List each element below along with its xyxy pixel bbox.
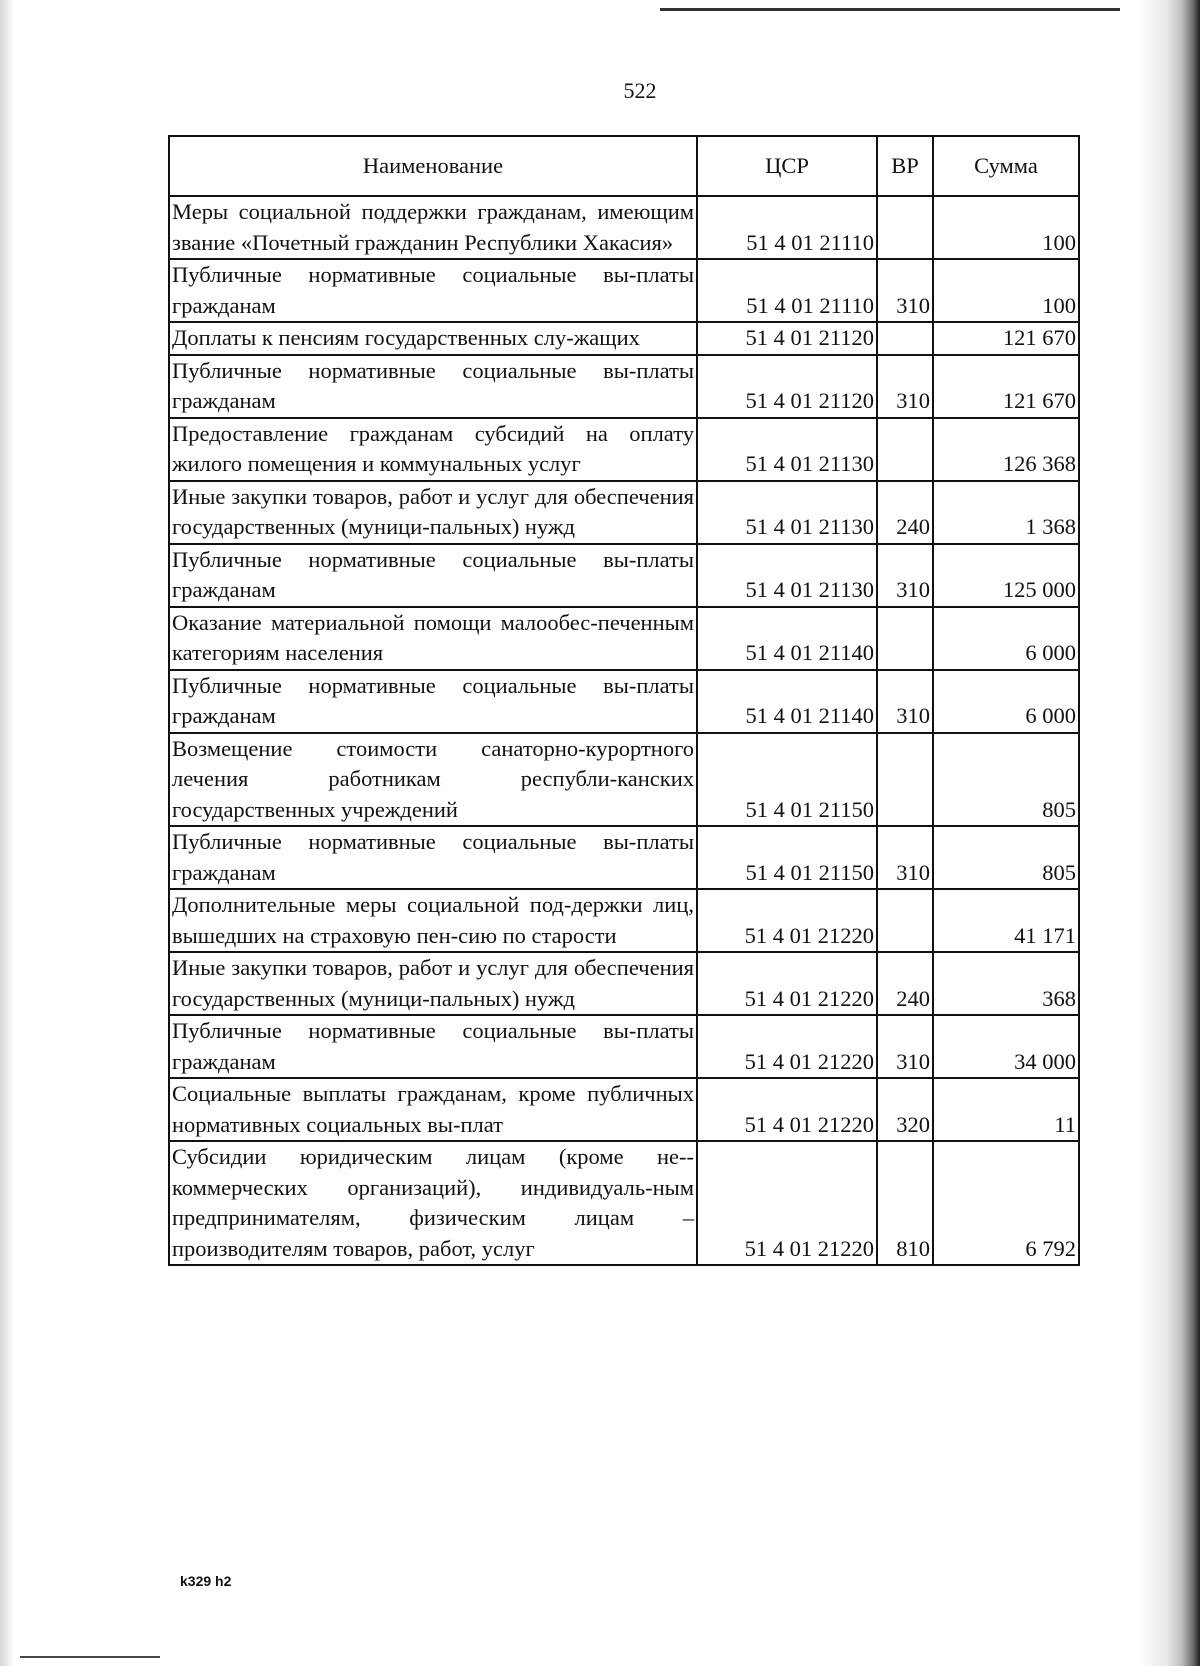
row-csr-cell: 51 4 01 21220 [697,952,877,1015]
header-row [169,136,1079,196]
row-csr-cell: 51 4 01 21220 [697,1078,877,1141]
table-row [169,952,1079,1015]
row-vr-cell: 310 [877,670,933,733]
table-row [169,259,1079,322]
scan-artifact-bottom [20,1656,160,1658]
row-csr-cell: 51 4 01 21130 [697,544,877,607]
row-sum-cell: 100 [933,196,1079,259]
row-vr-cell [877,607,933,670]
row-sum-cell: 6 000 [933,670,1079,733]
row-sum-cell: 805 [933,826,1079,889]
row-csr-cell: 51 4 01 21220 [697,1015,877,1078]
row-csr-cell: 51 4 01 21120 [697,322,877,355]
row-sum-cell: 34 000 [933,1015,1079,1078]
table-body [169,196,1079,1265]
row-sum-cell: 121 670 [933,355,1079,418]
table-row [169,1141,1079,1265]
scan-artifact-top [660,8,1120,11]
row-sum-cell: 41 171 [933,889,1079,952]
row-name-cell: Публичные нормативные социальные вы-платы гражданам [169,826,697,889]
table-row [169,355,1079,418]
table-row [169,826,1079,889]
row-name-cell: Публичные нормативные социальные вы-платы гражданам [169,1015,697,1078]
row-vr-cell [877,322,933,355]
row-name-cell: Социальные выплаты гражданам, кроме публичных нормативных социальных вы-плат [169,1078,697,1141]
row-sum-cell: 805 [933,733,1079,827]
table-row [169,196,1079,259]
table-row [169,889,1079,952]
scan-edge-right [1140,0,1200,1666]
row-csr-cell: 51 4 01 21140 [697,670,877,733]
row-name-cell: Дополнительные меры социальной под-держки лиц, вышедших на страховую пен-сию по старости [169,889,697,952]
row-vr-cell [877,733,933,827]
row-csr-cell: 51 4 01 21220 [697,889,877,952]
row-vr-cell [877,418,933,481]
row-sum-cell: 6 792 [933,1141,1079,1265]
table-row [169,1015,1079,1078]
row-vr-cell: 310 [877,355,933,418]
row-vr-cell: 310 [877,259,933,322]
table-row [169,733,1079,827]
table-row [169,322,1079,355]
row-csr-cell: 51 4 01 21130 [697,481,877,544]
row-vr-cell: 310 [877,544,933,607]
header-vr: ВР [877,136,933,196]
table-row [169,544,1079,607]
row-csr-cell: 51 4 01 21150 [697,826,877,889]
page-number: 522 [623,78,657,103]
table-row [169,481,1079,544]
header-csr: ЦСР [697,136,877,196]
row-name-cell: Возмещение стоимости санаторно-курортного лечения работникам республи-канских государственных учреждений [169,733,697,827]
row-sum-cell: 121 670 [933,322,1079,355]
row-csr-cell: 51 4 01 21120 [697,355,877,418]
row-name-cell: Иные закупки товаров, работ и услуг для обеспечения государственных (муници-пальных) нужд [169,952,697,1015]
row-sum-cell: 368 [933,952,1079,1015]
row-sum-cell: 11 [933,1078,1079,1141]
row-vr-cell: 810 [877,1141,933,1265]
row-name-cell: Публичные нормативные социальные вы-платы гражданам [169,544,697,607]
row-csr-cell: 51 4 01 21110 [697,196,877,259]
row-csr-cell: 51 4 01 21220 [697,1141,877,1265]
row-vr-cell: 240 [877,481,933,544]
row-vr-cell [877,889,933,952]
table-row [169,1078,1079,1141]
row-sum-cell: 100 [933,259,1079,322]
row-vr-cell [877,196,933,259]
row-name-cell: Иные закупки товаров, работ и услуг для обеспечения государственных (муници-пальных) нужд [169,481,697,544]
table-row [169,418,1079,481]
row-name-cell: Меры социальной поддержки гражданам, имеющим звание «Почетный гражданин Республики Хакасия» [169,196,697,259]
row-name-cell: Предоставление гражданам субсидий на оплату жилого помещения и коммунальных услуг [169,418,697,481]
row-csr-cell: 51 4 01 21140 [697,607,877,670]
row-name-cell: Доплаты к пенсиям государственных слу-жащих [169,322,697,355]
header-name: Наименование [169,136,697,196]
row-sum-cell: 1 368 [933,481,1079,544]
row-csr-cell: 51 4 01 21130 [697,418,877,481]
scan-edge-left [0,0,14,1666]
row-vr-cell: 310 [877,826,933,889]
header-sum: Сумма [933,136,1079,196]
row-name-cell: Публичные нормативные социальные вы-платы гражданам [169,355,697,418]
footer-code: k329 h2 [180,1573,232,1589]
row-name-cell: Субсидии юридическим лицам (кроме не-коммерческих организаций), индивидуаль-ным предпринимателям, физическим лицам – производителям товаров, работ, услуг [169,1141,697,1265]
row-vr-cell: 310 [877,1015,933,1078]
row-vr-cell: 320 [877,1078,933,1141]
row-vr-cell: 240 [877,952,933,1015]
row-sum-cell: 126 368 [933,418,1079,481]
budget-table [168,135,1080,1266]
row-name-cell: Публичные нормативные социальные вы-платы гражданам [169,670,697,733]
row-name-cell: Оказание материальной помощи малообес-печенным категориям населения [169,607,697,670]
table-header [169,136,1079,196]
table-row [169,607,1079,670]
row-sum-cell: 6 000 [933,607,1079,670]
row-sum-cell: 125 000 [933,544,1079,607]
row-name-cell: Публичные нормативные социальные вы-платы гражданам [169,259,697,322]
row-csr-cell: 51 4 01 21110 [697,259,877,322]
table-row [169,670,1079,733]
row-csr-cell: 51 4 01 21150 [697,733,877,827]
